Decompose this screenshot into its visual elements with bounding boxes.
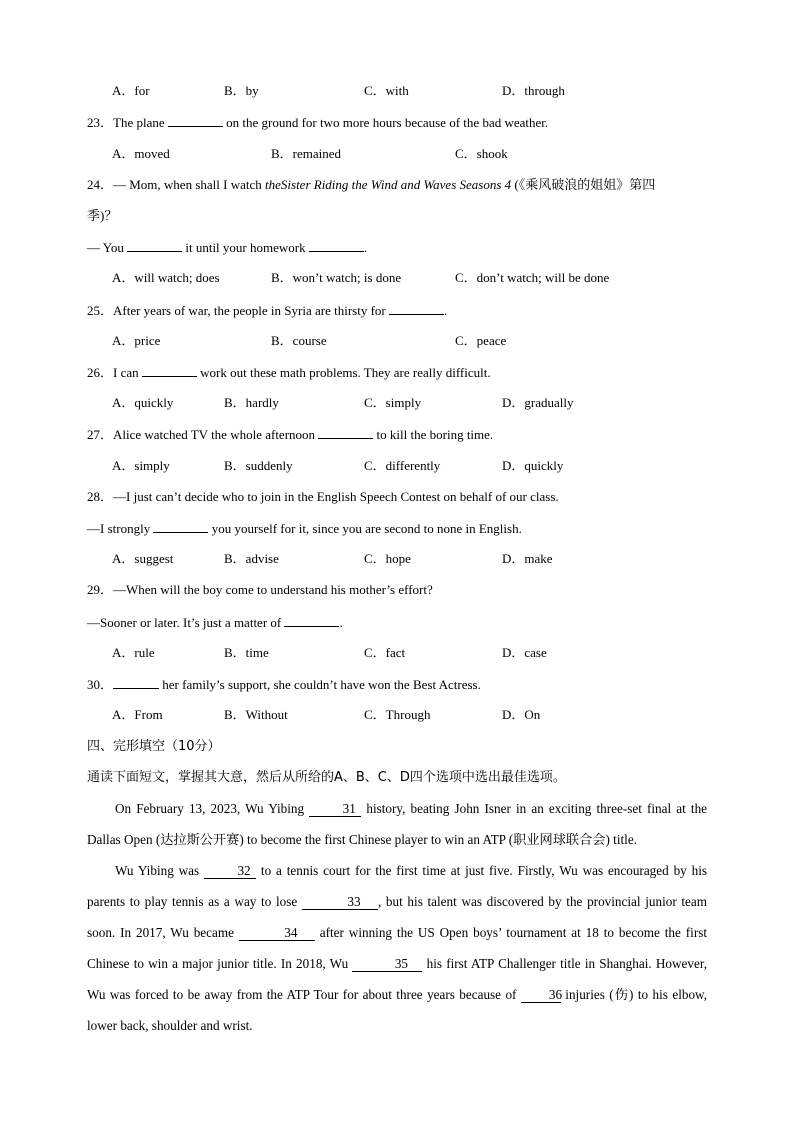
section-instruction: 通读下面短文，掌握其大意，然后从所给的A、B、C、D四个选项中选出最佳选项。 — [87, 770, 566, 785]
q29-dialog: —Sooner or later. It’s just a matter of . — [87, 615, 343, 630]
q24-dialog: — You it until your homework . — [87, 240, 368, 255]
q24-options — [112, 269, 712, 287]
answer-blank — [389, 301, 444, 315]
q24-option-c[interactable]: C．don’t watch; will be done — [455, 270, 610, 285]
q28-dialog: —I strongly you yourself for it, since you are second to none in English. — [87, 521, 522, 536]
q26-option-b[interactable]: B．hardly — [224, 395, 279, 410]
q24-option-a[interactable]: A．will watch; does — [112, 270, 220, 285]
q29-option-c[interactable]: C．fact — [364, 645, 406, 660]
q28-option-d[interactable]: D．make — [502, 551, 553, 566]
q27-option-a[interactable]: A．simply — [112, 458, 170, 473]
q26-option-c[interactable]: C．simply — [364, 395, 422, 410]
q27-options — [112, 457, 712, 475]
q25-option-b[interactable]: B．course — [271, 333, 327, 348]
q25-stem: 25．After years of war, the people in Syria are thirsty for . — [87, 303, 448, 318]
section-heading: 四、完形填空（10分） — [87, 739, 221, 754]
q30-option-a[interactable]: A．From — [112, 707, 163, 722]
q27-option-b[interactable]: B．suddenly — [224, 458, 293, 473]
q23-option-a[interactable]: A．moved — [112, 146, 170, 161]
blank-33[interactable]: 33 — [302, 895, 378, 910]
q22-option-a[interactable]: A．for — [112, 83, 150, 98]
q29-stem: 29．—When will the boy come to understand his mother’s effort? — [87, 582, 433, 597]
q29-option-d[interactable]: D．case — [502, 645, 547, 660]
q23-options — [112, 145, 712, 163]
blank-34[interactable]: 34 — [239, 926, 315, 941]
q30-option-c[interactable]: C．Through — [364, 707, 431, 722]
q29-option-b[interactable]: B．time — [224, 645, 269, 660]
q28-option-a[interactable]: A．suggest — [112, 551, 174, 566]
q27-stem: 27．Alice watched TV the whole afternoon to kill the boring time. — [87, 427, 494, 442]
paragraph-1: On February 13, 2023, Wu Yibing 31 history, beating John Isner in an exciting three-set final at the Dallas Open (达拉斯公开赛) to become the first Chinese player to win an ATP (职业网球联合会) title. — [87, 801, 708, 847]
blank-36[interactable]: 36 — [521, 988, 561, 1003]
q23-option-b[interactable]: B．remained — [271, 146, 342, 161]
q23-option-c[interactable]: C．shook — [455, 146, 508, 161]
q28-option-c[interactable]: C．hope — [364, 551, 411, 566]
q30-option-d[interactable]: D．On — [502, 707, 541, 722]
q30-option-b[interactable]: B．Without — [224, 707, 288, 722]
q25-option-c[interactable]: C．peace — [455, 333, 507, 348]
answer-blank — [309, 238, 364, 252]
q25-option-a[interactable]: A．price — [112, 333, 161, 348]
q29-options — [112, 644, 712, 662]
answer-blank — [153, 519, 208, 533]
show-title: theSister Riding the Wind and Waves Seasons 4 — [265, 177, 512, 192]
q26-option-d[interactable]: D．gradually — [502, 395, 574, 410]
cloze-passage — [87, 793, 707, 1041]
answer-blank — [168, 113, 223, 127]
q23-stem: 23．The plane on the ground for two more hours because of the bad weather. — [87, 115, 549, 130]
q28-options — [112, 550, 712, 568]
q26-stem: 26．I can work out these math problems. They are really difficult. — [87, 365, 491, 380]
blank-32[interactable]: 32 — [204, 864, 256, 879]
answer-blank — [113, 675, 159, 689]
q22-option-d[interactable]: D．through — [502, 83, 565, 98]
answer-blank — [284, 613, 339, 627]
q28-stem: 28．—I just can’t decide who to join in the English Speech Contest on behalf of our class. — [87, 489, 559, 504]
q29-option-a[interactable]: A．rule — [112, 645, 155, 660]
answer-blank — [127, 238, 182, 252]
q22-option-c[interactable]: C．with — [364, 83, 409, 98]
q30-stem: 30． her family’s support, she couldn’t have won the Best Actress. — [87, 677, 481, 692]
q28-option-b[interactable]: B．advise — [224, 551, 279, 566]
q24-option-b[interactable]: B．won’t watch; is done — [271, 270, 402, 285]
q26-options — [112, 394, 712, 412]
q24-stem: 24．— Mom, when shall I watch theSister Riding the Wind and Waves Seasons 4 (《乘风破浪的姐姐》第四 — [87, 177, 656, 192]
q24-stem-line2: 季)？ — [87, 208, 118, 223]
q26-option-a[interactable]: A．quickly — [112, 395, 174, 410]
q27-option-c[interactable]: C．differently — [364, 458, 441, 473]
answer-blank — [142, 363, 197, 377]
q22-option-b[interactable]: B．by — [224, 83, 259, 98]
q27-option-d[interactable]: D．quickly — [502, 458, 564, 473]
blank-31[interactable]: 31 — [309, 802, 361, 817]
paragraph-2: Wu Yibing was 32 to a tennis court for the first time at just five. Firstly, Wu was encouraged by his parents to play tennis as a way to lose 33 , but his talent was discovered by the provincial junior team soon. In 2017, Wu became 34 after winning the US Open boys’ tournament at 18 to become the first Chinese to win a major junior title. In 2018, Wu 35 his first ATP Challenger title in Shanghai. However, Wu was forced to be away from the ATP Tour for about three years because of 36 injuries (伤) to his elbow, lower back, shoulder and wrist. — [87, 863, 708, 1033]
answer-blank — [318, 425, 373, 439]
q22-options — [112, 82, 712, 100]
q25-options — [112, 332, 712, 350]
blank-35[interactable]: 35 — [352, 957, 422, 972]
q30-options — [112, 706, 712, 724]
